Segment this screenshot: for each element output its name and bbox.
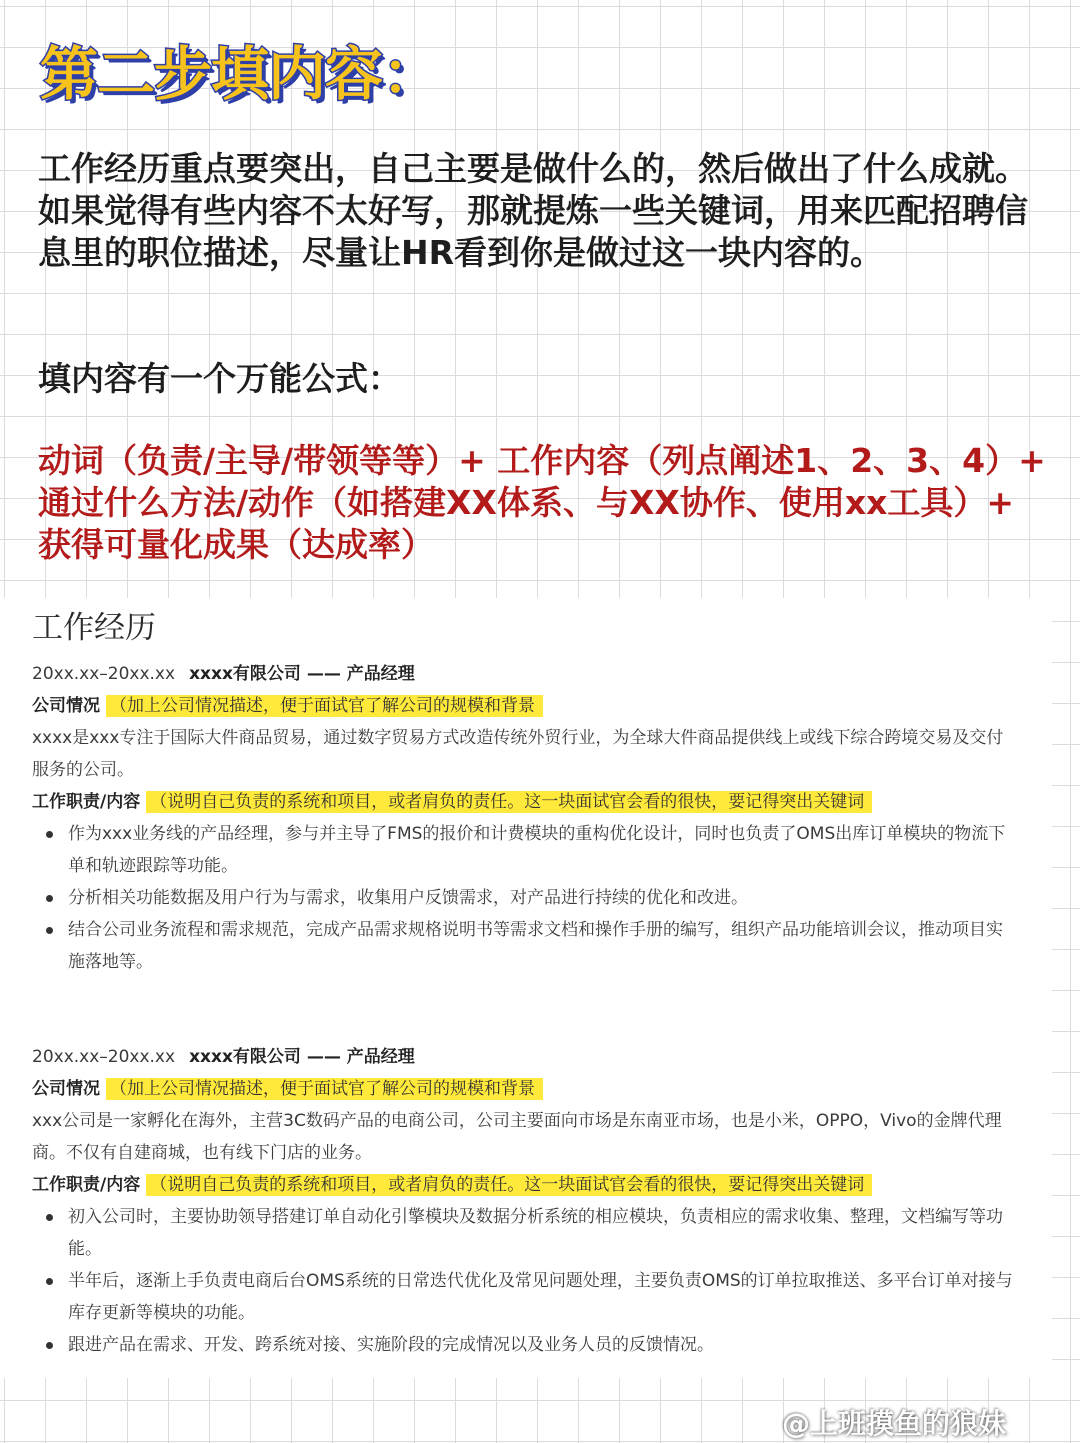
duty-label: 工作职责/内容	[32, 1175, 141, 1195]
bullet-icon	[46, 895, 53, 902]
duty-text: 初入公司时，主要协助领导搭建订单自动化引擎模块及数据分析系统的相应模块，负责相应的需求收集、整理，文档编写等功能。	[68, 1207, 1003, 1259]
bullet-icon	[46, 1278, 53, 1285]
duty-note: （说明自己负责的系统和项目，或者肩负的责任。这一块面试官会看的很快，要记得突出关键词	[146, 791, 872, 813]
duty-list	[32, 1201, 1022, 1361]
company-info-row	[32, 690, 1022, 722]
duty-label: 工作职责/内容	[32, 792, 141, 812]
job-entry-2	[32, 1041, 1022, 1361]
intro-paragraph: 工作经历重点要突出，自己主要是做什么的，然后做出了什么成就。如果觉得有些内容不太好写，那就提炼一些关键词，用来匹配招聘信息里的职位描述，尽量让HR看到你是做过这一块内容的。	[38, 149, 1028, 272]
duty-text: 作为xxx业务线的产品经理，参与并主导了FMS的报价和计费模块的重构优化设计，同时也负责了OMS出库订单模块的物流下单和轨迹跟踪等功能。	[68, 824, 1006, 876]
duty-row	[32, 786, 1022, 818]
job-company: xxxx有限公司 —— 产品经理	[189, 1047, 415, 1067]
list-item	[68, 914, 1018, 978]
bullet-icon	[46, 927, 53, 934]
duty-text: 半年后，逐渐上手负责电商后台OMS系统的日常迭代优化及常见问题处理，主要负责OMS的订单拉取推送、多平台订单对接与库存更新等模块的功能。	[68, 1271, 1013, 1323]
list-item	[68, 1265, 1018, 1329]
resume-screenshot	[0, 598, 1052, 1378]
formula-heading: 填内容有一个万能公式：	[38, 359, 401, 398]
duty-list	[32, 818, 1022, 978]
duty-text: 结合公司业务流程和需求规范，完成产品需求规格说明书等需求文档和操作手册的编写，组织产品功能培训会议，推动项目实施落地等。	[68, 920, 1003, 972]
company-info-note: （加上公司情况描述，便于面试官了解公司的规模和背景	[106, 695, 543, 717]
page-title: 第二步填内容：	[40, 40, 440, 108]
formula-text: 动词（负责/主导/带领等等）+ 工作内容（列点阐述1、2、3、4）+ 通过什么方法/动作（如搭建XX体系、与XX协作、使用xx工具）+ 获得可量化成果（达成率）	[38, 441, 1046, 564]
bullet-icon	[46, 831, 53, 838]
list-item	[68, 1329, 1018, 1361]
job-header	[32, 658, 1022, 690]
company-info-label: 公司情况	[32, 1079, 100, 1099]
job-date: 20xx.xx–20xx.xx	[32, 1047, 176, 1067]
company-description: xxxx是xxx专注于国际大件商品贸易，通过数字贸易方式改造传统外贸行业，为全球大件商品提供线上或线下综合跨境交易及交付服务的公司。	[32, 728, 1004, 780]
company-info-label: 公司情况	[32, 696, 100, 716]
list-item	[68, 818, 1018, 882]
duty-text: 分析相关功能数据及用户行为与需求，收集用户反馈需求，对产品进行持续的优化和改进。	[68, 888, 748, 908]
job-company: xxxx有限公司 —— 产品经理	[189, 664, 415, 684]
author-watermark: @上班摸鱼的狼妹	[781, 1407, 1006, 1440]
bullet-icon	[46, 1342, 53, 1349]
company-info-note: （加上公司情况描述，便于面试官了解公司的规模和背景	[106, 1078, 543, 1100]
job-entry-1	[32, 658, 1022, 978]
job-date: 20xx.xx–20xx.xx	[32, 664, 176, 684]
resume-section-title: 工作经历	[32, 610, 156, 646]
company-description: xxx公司是一家孵化在海外，主营3C数码产品的电商公司，公司主要面向市场是东南亚市场，也是小米，OPPO，Vivo的金牌代理商。不仅有自建商城，也有线下门店的业务。	[32, 1111, 1002, 1163]
list-item	[68, 882, 1018, 914]
duty-row	[32, 1169, 1022, 1201]
company-info-row	[32, 1073, 1022, 1105]
list-item	[68, 1201, 1018, 1265]
bullet-icon	[46, 1214, 53, 1221]
duty-text: 跟进产品在需求、开发、跨系统对接、实施阶段的完成情况以及业务人员的反馈情况。	[68, 1335, 714, 1355]
duty-note: （说明自己负责的系统和项目，或者肩负的责任。这一块面试官会看的很快，要记得突出关键词	[146, 1174, 872, 1196]
job-header	[32, 1041, 1022, 1073]
